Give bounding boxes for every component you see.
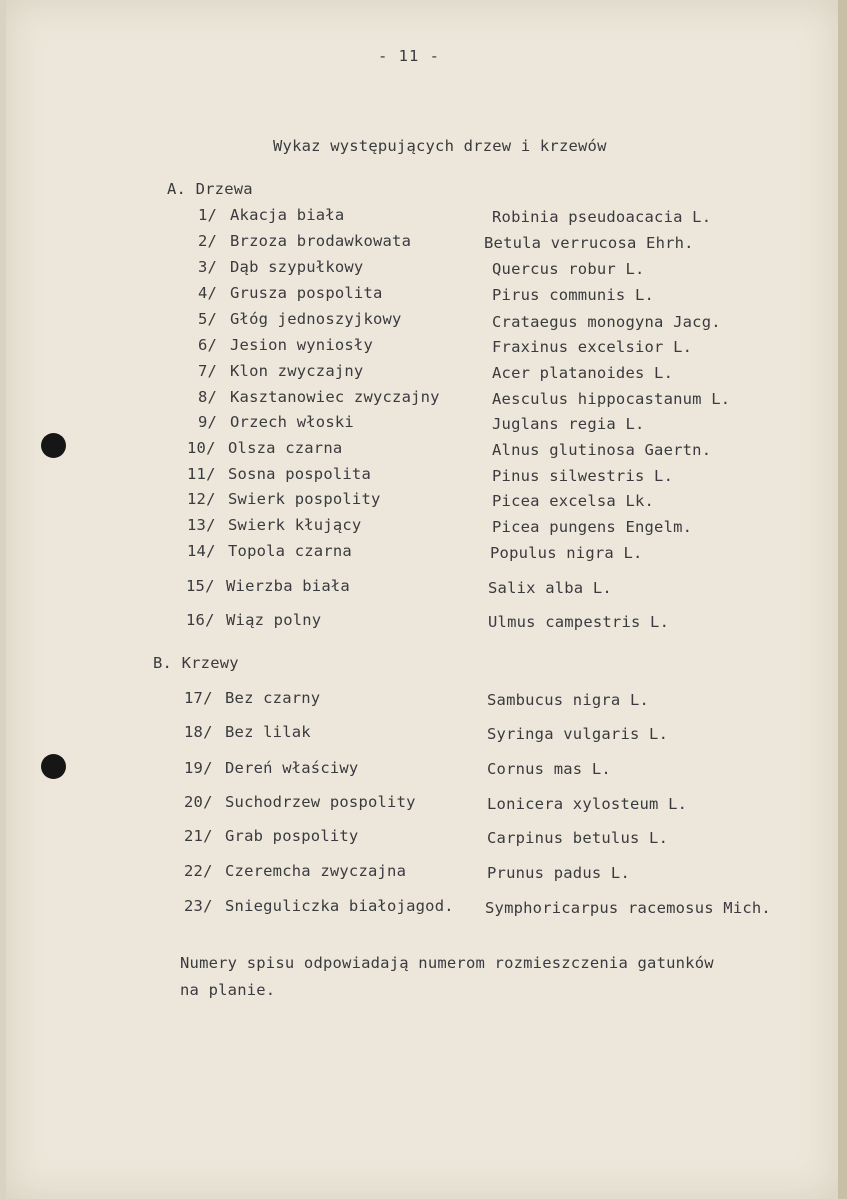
page-title: Wykaz występujących drzew i krzewów: [273, 137, 607, 155]
list-item-polish-name: Suchodrzew pospolity: [225, 793, 416, 811]
list-item-latin-name: Robinia pseudoacacia L.: [492, 208, 712, 226]
footnote-line-2: na planie.: [180, 981, 276, 999]
list-item-number: 14/: [187, 542, 216, 560]
list-item-number: 12/: [187, 490, 216, 508]
list-item-number: 11/: [187, 465, 216, 483]
list-item-latin-name: Salix alba L.: [488, 579, 612, 597]
footnote-line-1: Numery spisu odpowiadają numerom rozmieszczenia gatunków: [180, 954, 714, 972]
list-item-polish-name: Dereń właściwy: [225, 759, 359, 777]
list-item-polish-name: Wiąz polny: [226, 611, 322, 629]
page-number: - 11 -: [378, 47, 440, 65]
punch-hole-upper: [41, 433, 66, 458]
list-item-number: 21/: [184, 827, 213, 845]
list-item-number: 18/: [184, 723, 213, 741]
list-item-polish-name: Czeremcha zwyczajna: [225, 862, 407, 880]
list-item-number: 20/: [184, 793, 213, 811]
list-item-polish-name: Klon zwyczajny: [230, 362, 364, 380]
list-item-number: 10/: [187, 439, 216, 457]
section-heading-trees: A. Drzewa: [167, 180, 253, 198]
list-item-latin-name: Picea pungens Engelm.: [492, 518, 693, 536]
list-item-latin-name: Crataegus monogyna Jacg.: [492, 313, 721, 331]
list-item-polish-name: Akacja biała: [230, 206, 345, 224]
list-item-number: 2/: [198, 232, 218, 250]
list-item-latin-name: Lonicera xylosteum L.: [487, 795, 688, 813]
list-item-latin-name: Prunus padus L.: [487, 864, 630, 882]
list-item-polish-name: Bez lilak: [225, 723, 311, 741]
list-item-number: 8/: [198, 388, 218, 406]
list-item-polish-name: Wierzba biała: [226, 577, 350, 595]
list-item-latin-name: Sambucus nigra L.: [487, 691, 650, 709]
list-item-number: 19/: [184, 759, 213, 777]
document-page: [6, 0, 838, 1199]
list-item-polish-name: Brzoza brodawkowata: [230, 232, 412, 250]
list-item-latin-name: Pirus communis L.: [492, 286, 655, 304]
list-item-latin-name: Picea excelsa Lk.: [492, 492, 655, 510]
list-item-number: 13/: [187, 516, 216, 534]
list-item-number: 15/: [186, 577, 215, 595]
list-item-latin-name: Betula verrucosa Ehrh.: [484, 234, 694, 252]
section-heading-shrubs: B. Krzewy: [153, 654, 239, 672]
list-item-latin-name: Aesculus hippocastanum L.: [492, 390, 731, 408]
list-item-number: 4/: [198, 284, 218, 302]
punch-hole-lower: [41, 754, 66, 779]
list-item-polish-name: Kasztanowiec zwyczajny: [230, 388, 440, 406]
list-item-latin-name: Pinus silwestris L.: [492, 467, 674, 485]
list-item-number: 7/: [198, 362, 218, 380]
list-item-latin-name: Alnus glutinosa Gaertn.: [492, 441, 712, 459]
list-item-latin-name: Ulmus campestris L.: [488, 613, 670, 631]
page-edge-shadow: [838, 0, 847, 1199]
list-item-polish-name: Swierk kłujący: [228, 516, 362, 534]
list-item-polish-name: Snieguliczka białojagod.: [225, 897, 454, 915]
list-item-number: 22/: [184, 862, 213, 880]
list-item-latin-name: Symphoricarpus racemosus Mich.: [485, 899, 771, 917]
list-item-latin-name: Juglans regia L.: [492, 415, 645, 433]
list-item-number: 9/: [198, 413, 218, 431]
list-item-number: 6/: [198, 336, 218, 354]
list-item-latin-name: Cornus mas L.: [487, 760, 611, 778]
list-item-number: 3/: [198, 258, 218, 276]
list-item-polish-name: Dąb szypułkowy: [230, 258, 364, 276]
list-item-polish-name: Grab pospolity: [225, 827, 359, 845]
list-item-polish-name: Bez czarny: [225, 689, 321, 707]
list-item-latin-name: Quercus robur L.: [492, 260, 645, 278]
list-item-polish-name: Swierk pospolity: [228, 490, 381, 508]
list-item-number: 23/: [184, 897, 213, 915]
list-item-polish-name: Sosna pospolita: [228, 465, 371, 483]
list-item-latin-name: Populus nigra L.: [490, 544, 643, 562]
list-item-polish-name: Olsza czarna: [228, 439, 343, 457]
list-item-number: 16/: [186, 611, 215, 629]
list-item-latin-name: Syringa vulgaris L.: [487, 725, 669, 743]
list-item-number: 1/: [198, 206, 218, 224]
list-item-latin-name: Carpinus betulus L.: [487, 829, 669, 847]
list-item-polish-name: Jesion wyniosły: [230, 336, 373, 354]
list-item-latin-name: Fraxinus excelsior L.: [492, 338, 693, 356]
list-item-polish-name: Głóg jednoszyjkowy: [230, 310, 402, 328]
list-item-latin-name: Acer platanoides L.: [492, 364, 674, 382]
list-item-polish-name: Grusza pospolita: [230, 284, 383, 302]
list-item-polish-name: Orzech włoski: [230, 413, 354, 431]
list-item-polish-name: Topola czarna: [228, 542, 352, 560]
list-item-number: 17/: [184, 689, 213, 707]
footnote: [180, 950, 714, 1004]
list-item-number: 5/: [198, 310, 218, 328]
